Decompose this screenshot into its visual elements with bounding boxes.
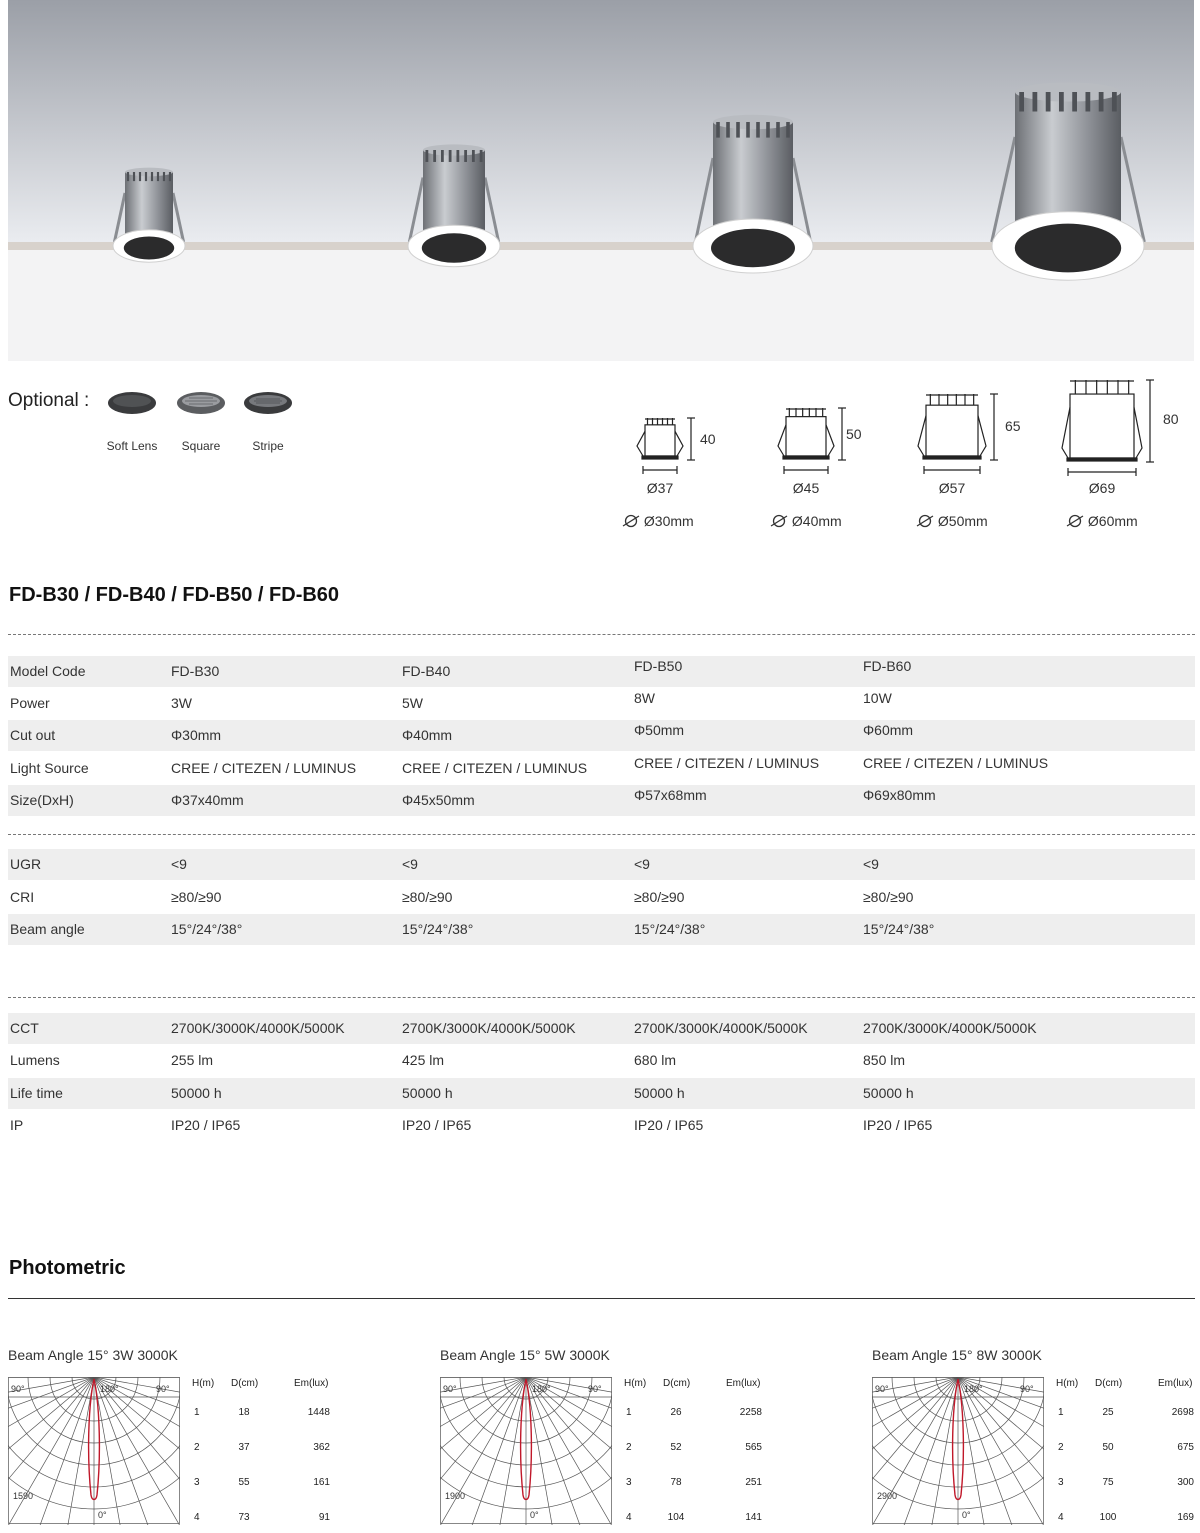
photometric-cell: 565: [745, 1442, 762, 1453]
spec-value: Φ69x80mm: [863, 787, 936, 803]
angle-label: 180°: [964, 1384, 983, 1394]
polar-diagram: [440, 1377, 612, 1525]
spec-value: Φ57x68mm: [634, 787, 707, 803]
spec-value: ≥80/≥90: [634, 889, 685, 905]
spec-value: 15°/24°/38°: [171, 921, 243, 937]
spec-value: FD-B50: [634, 658, 683, 674]
angle-label: 90°: [443, 1384, 457, 1394]
photometric-cell: 4: [194, 1512, 200, 1523]
spec-value: 425 lm: [402, 1052, 445, 1068]
spec-value: 50000 h: [171, 1085, 222, 1101]
angle-label: 0°: [98, 1510, 107, 1520]
spec-value: Φ40mm: [402, 727, 453, 743]
cutout-value: Ø40mm: [791, 513, 842, 529]
cutout-icon: [770, 514, 788, 528]
photometric-cell: 3: [626, 1477, 632, 1488]
square-lens-icon: [175, 390, 227, 416]
fixture-outline: [637, 418, 695, 474]
spec-row: [8, 849, 1195, 880]
spec-value: <9: [863, 856, 879, 872]
spec-value: 255 lm: [171, 1052, 214, 1068]
angle-label: 180°: [100, 1384, 119, 1394]
photometric-panel-title: Beam Angle 15° 3W 3000K: [8, 1347, 178, 1363]
spec-value: Φ60mm: [863, 722, 914, 738]
spec-value: ≥80/≥90: [863, 889, 914, 905]
spec-value: 680 lm: [634, 1052, 677, 1068]
angle-label: 0°: [962, 1510, 971, 1520]
photometric-cell: 1: [626, 1407, 632, 1418]
fixture-outline: [1062, 380, 1154, 476]
section-divider: [8, 1298, 1195, 1299]
photometric-cell: 73: [238, 1512, 250, 1523]
spec-value: <9: [171, 856, 187, 872]
spec-value: CREE / CITEZEN / LUMINUS: [634, 755, 820, 771]
cutout-spec: [916, 513, 988, 529]
option-label: Stripe: [252, 439, 284, 453]
cutout-value: Ø50mm: [937, 513, 988, 529]
spec-value: 15°/24°/38°: [402, 921, 474, 937]
spec-row: [8, 1110, 1195, 1141]
spec-row: [8, 1078, 1195, 1109]
spec-row: [8, 656, 1195, 687]
photometric-panel-title: Beam Angle 15° 8W 3000K: [872, 1347, 1042, 1363]
spec-label: Power: [10, 695, 50, 711]
fixture-outline: [918, 394, 998, 474]
stripe-lens-icon: [242, 390, 294, 416]
spec-value: IP20 / IP65: [863, 1117, 933, 1133]
spec-label: Light Source: [10, 760, 89, 776]
dimension-diameter: Ø37: [646, 480, 674, 496]
spec-value: Φ37x40mm: [171, 792, 244, 808]
photometric-cell: 675: [1177, 1442, 1194, 1453]
angle-label: 90°: [875, 1384, 889, 1394]
photometric-cell: 18: [238, 1407, 250, 1418]
photometric-cell: 2258: [739, 1407, 762, 1418]
option-label: Square: [181, 439, 221, 453]
polar-diagram: [8, 1377, 180, 1525]
angle-label: 90°: [1020, 1384, 1034, 1394]
photometric-header: Em(lux): [294, 1378, 329, 1389]
spec-value: 50000 h: [863, 1085, 914, 1101]
spec-value: ≥80/≥90: [402, 889, 453, 905]
spec-label: UGR: [10, 856, 42, 872]
cutout-icon: [1066, 514, 1084, 528]
spec-value: 2700K/3000K/4000K/5000K: [171, 1020, 345, 1036]
photometric-header: D(cm): [231, 1378, 259, 1389]
spec-value: 3W: [171, 695, 192, 711]
dimension-height: 80: [1163, 411, 1179, 427]
spec-label: Model Code: [10, 663, 86, 679]
spec-label: Size(DxH): [10, 792, 74, 808]
photometric-cell: 91: [318, 1512, 330, 1523]
cutout-icon: [622, 514, 640, 528]
spec-value: Φ30mm: [171, 727, 222, 743]
spec-value: <9: [634, 856, 650, 872]
photometric-cell: 3: [1058, 1477, 1064, 1488]
spec-label: Beam angle: [10, 921, 85, 937]
photometric-header: Em(lux): [726, 1378, 761, 1389]
angle-label: 0°: [530, 1510, 539, 1520]
peak-intensity-label: 2900: [877, 1491, 898, 1501]
spec-row: [8, 1045, 1195, 1076]
peak-intensity-label: 1900: [445, 1491, 466, 1501]
dimension-drawings: [600, 372, 1200, 482]
spec-value: 8W: [634, 690, 655, 706]
spec-value: 850 lm: [863, 1052, 906, 1068]
optional-title: Optional :: [8, 390, 90, 411]
photometric-cell: 26: [670, 1407, 682, 1418]
photometric-cell: 104: [667, 1512, 685, 1523]
spec-value: 2700K/3000K/4000K/5000K: [863, 1020, 1037, 1036]
spec-value: 2700K/3000K/4000K/5000K: [402, 1020, 576, 1036]
cutout-value: Ø30mm: [643, 513, 694, 529]
dimension-height: 65: [1005, 418, 1021, 434]
spec-value: 50000 h: [634, 1085, 685, 1101]
spec-value: <9: [402, 856, 418, 872]
photometric-cell: 141: [745, 1512, 762, 1523]
spec-row: [8, 753, 1195, 784]
dimension-height: 40: [700, 431, 716, 447]
photometric-title: Photometric: [9, 1257, 126, 1279]
photometric-cell: 78: [670, 1477, 682, 1488]
dashed-divider: [8, 834, 1195, 835]
dashed-divider: [8, 634, 1195, 635]
cutout-spec: [770, 513, 842, 529]
cutout-icon: [916, 514, 934, 528]
photometric-cell: 4: [626, 1512, 632, 1523]
photometric-cell: 55: [238, 1477, 250, 1488]
spec-row: [8, 785, 1195, 816]
angle-label: 180°: [532, 1384, 551, 1394]
spec-title: FD-B30 / FD-B40 / FD-B50 / FD-B60: [9, 584, 340, 606]
spec-value: FD-B40: [402, 663, 451, 679]
spec-label: IP: [10, 1117, 24, 1133]
spec-value: IP20 / IP65: [402, 1117, 472, 1133]
photometric-header: H(m): [624, 1378, 647, 1389]
spec-label: Lumens: [10, 1052, 60, 1068]
spec-value: FD-B30: [171, 663, 220, 679]
spec-value: 50000 h: [402, 1085, 453, 1101]
photometric-cell: 1448: [307, 1407, 330, 1418]
spec-value: 15°/24°/38°: [634, 921, 706, 937]
spec-value: IP20 / IP65: [634, 1117, 704, 1133]
photometric-cell: 2: [626, 1442, 632, 1453]
photometric-cell: 52: [670, 1442, 682, 1453]
photometric-header: Em(lux): [1158, 1378, 1193, 1389]
photometric-cell: 1: [1058, 1407, 1064, 1418]
spec-value: 2700K/3000K/4000K/5000K: [634, 1020, 808, 1036]
spec-value: 15°/24°/38°: [863, 921, 935, 937]
cutout-spec: [622, 513, 694, 529]
photometric-cell: 25: [1102, 1407, 1114, 1418]
spec-value: CREE / CITEZEN / LUMINUS: [863, 755, 1049, 771]
spec-value: CREE / CITEZEN / LUMINUS: [171, 760, 357, 776]
photometric-cell: 362: [313, 1442, 330, 1453]
cutout-spec: [1066, 513, 1138, 529]
spec-label: CRI: [10, 889, 35, 905]
photometric-cell: 2698: [1171, 1407, 1194, 1418]
dimension-diameter: Ø57: [938, 480, 966, 496]
spec-label: CCT: [10, 1020, 39, 1036]
spec-value: FD-B60: [863, 658, 912, 674]
spec-row: [8, 914, 1195, 945]
spec-row: [8, 1013, 1195, 1044]
option-stripe: [223, 390, 313, 453]
photometric-cell: 37: [238, 1442, 250, 1453]
photometric-cell: 169: [1177, 1512, 1194, 1523]
spec-row: [8, 720, 1195, 751]
photometric-cell: 100: [1099, 1512, 1117, 1523]
polar-diagram: [872, 1377, 1044, 1525]
dimension-diameter: Ø69: [1088, 480, 1116, 496]
dimension-height: 50: [846, 426, 862, 442]
photometric-cell: 3: [194, 1477, 200, 1488]
photometric-cell: 75: [1102, 1477, 1114, 1488]
photometric-header: D(cm): [1095, 1378, 1123, 1389]
photometric-panel-title: Beam Angle 15° 5W 3000K: [440, 1347, 610, 1363]
spec-value: Φ50mm: [634, 722, 685, 738]
spec-value: CREE / CITEZEN / LUMINUS: [402, 760, 588, 776]
photometric-header: D(cm): [663, 1378, 691, 1389]
fixture-outline: [778, 408, 846, 474]
spec-value: 5W: [402, 695, 423, 711]
photometric-cell: 300: [1177, 1477, 1194, 1488]
photometric-header: H(m): [192, 1378, 215, 1389]
spec-value: Φ45x50mm: [402, 792, 475, 808]
peak-intensity-label: 1590: [13, 1491, 34, 1501]
spec-row: [8, 882, 1195, 913]
spec-value: 10W: [863, 690, 892, 706]
photometric-cell: 4: [1058, 1512, 1064, 1523]
photometric-cell: 50: [1102, 1442, 1114, 1453]
soft-lens-icon: [106, 390, 158, 416]
angle-label: 90°: [588, 1384, 602, 1394]
photometric-header: H(m): [1056, 1378, 1079, 1389]
option-label: Soft Lens: [106, 439, 158, 453]
spec-value: IP20 / IP65: [171, 1117, 241, 1133]
photometric-cell: 2: [1058, 1442, 1064, 1453]
angle-label: 90°: [11, 1384, 25, 1394]
dashed-divider: [8, 997, 1195, 998]
angle-label: 90°: [156, 1384, 170, 1394]
photometric-cell: 161: [313, 1477, 330, 1488]
photometric-cell: 2: [194, 1442, 200, 1453]
spec-label: Life time: [10, 1085, 63, 1101]
photometric-cell: 251: [745, 1477, 762, 1488]
spec-row: [8, 688, 1195, 719]
product-hero-image: [8, 0, 1194, 361]
spec-value: ≥80/≥90: [171, 889, 222, 905]
photometric-cell: 1: [194, 1407, 200, 1418]
spec-label: Cut out: [10, 727, 56, 743]
dimension-diameter: Ø45: [792, 480, 820, 496]
cutout-value: Ø60mm: [1087, 513, 1138, 529]
